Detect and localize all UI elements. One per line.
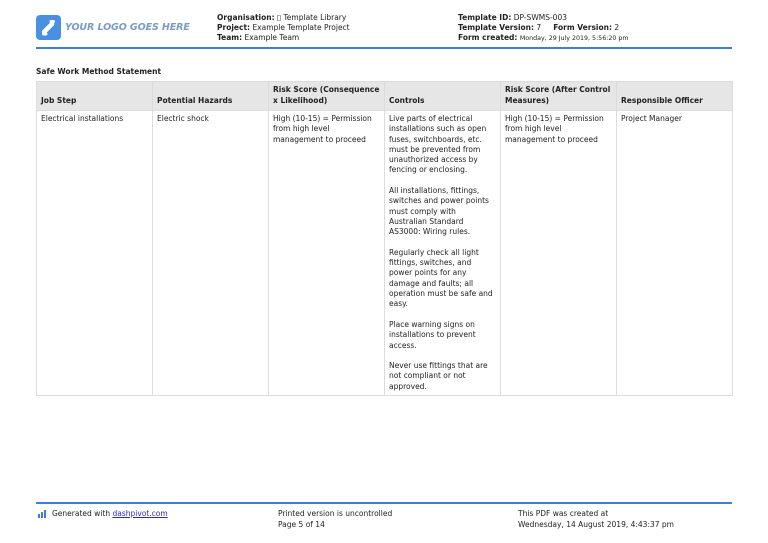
control-item: All installations, fittings, switches and power points must comply with Australian Standard AS3000: Wiring rules. — [389, 186, 489, 237]
swms-table — [36, 81, 733, 396]
column-header-responsible-officer: Responsible Officer — [617, 82, 733, 111]
column-header-controls: Controls — [385, 82, 501, 111]
cell-responsible-officer: Project Manager — [617, 111, 733, 396]
control-item: Never use fittings that are not compliant or not approved. — [389, 361, 488, 391]
project-label: Project: — [217, 23, 251, 32]
template-meta — [458, 13, 628, 44]
cell-risk-score: High (10-15) = Permission from high level management to proceed — [269, 111, 385, 396]
cell-risk-score-after: High (10-15) = Permission from high level management to proceed — [501, 111, 617, 396]
footer-pdf-created — [518, 509, 674, 530]
form-version-label: Form Version: — [553, 23, 612, 32]
team-label: Team: — [217, 33, 243, 42]
team-value: Example Team — [244, 33, 300, 42]
control-item: Regularly check all light fittings, switches, and power points for any damage and faults; all operation must be safe and easy. — [389, 247, 493, 309]
template-version-value: 7 — [536, 23, 542, 32]
section-title: Safe Work Method Statement — [36, 67, 162, 76]
footer-divider — [36, 502, 732, 504]
template-id-label: Template ID: — [458, 13, 512, 22]
project-meta — [217, 13, 350, 43]
generated-prefix: Generated with — [52, 509, 113, 518]
column-header-job-step: Job Step — [37, 82, 153, 111]
logo-icon — [36, 15, 61, 40]
column-header-risk-score-after: Risk Score (After Control Measures) — [501, 82, 617, 111]
table-row — [37, 111, 733, 396]
form-created-label: Form created: — [458, 33, 518, 42]
cell-potential-hazards: Electric shock — [153, 111, 269, 396]
pdf-created-label: This PDF was created at — [518, 509, 609, 518]
organisation-line — [217, 13, 350, 23]
logo-text: YOUR LOGO GOES HERE — [65, 22, 190, 33]
dashpivot-link[interactable]: dashpivot.com — [112, 509, 168, 518]
project-line — [217, 23, 350, 33]
footer-page-info — [278, 509, 392, 530]
control-item: Live parts of electrical installations such as open fuses, switchboards, etc. must be prevented from unauthorized access by fencing or enclosing. — [389, 114, 487, 175]
team-line — [217, 33, 350, 43]
uncontrolled-notice: Printed version is uncontrolled — [278, 509, 393, 518]
template-id-value: DP-SWMS-003 — [513, 13, 567, 22]
pdf-created-timestamp: Wednesday, 14 August 2019, 4:43:37 pm — [518, 519, 674, 529]
form-created-value: Monday, 29 July 2019, 5:56:20 pm — [519, 35, 629, 42]
organisation-value: ▯ Template Library — [276, 13, 347, 22]
form-created-line — [458, 33, 628, 44]
template-version-label: Template Version: — [458, 23, 535, 32]
footer-generated — [38, 509, 168, 520]
form-version-value: 2 — [614, 23, 620, 32]
organisation-label: Organisation: — [217, 13, 275, 22]
control-item: Place warning signs on installations to prevent access. — [389, 319, 476, 350]
cell-job-step: Electrical installations — [37, 111, 153, 396]
version-line — [458, 23, 628, 33]
cell-controls — [385, 111, 501, 396]
table-header-row — [37, 82, 733, 111]
logo — [36, 15, 190, 40]
header-divider — [36, 47, 732, 49]
column-header-potential-hazards: Potential Hazards — [153, 82, 269, 111]
page-number: Page 5 of 14 — [278, 519, 325, 529]
project-value: Example Template Project — [252, 23, 350, 32]
column-header-risk-score: Risk Score (Consequence x Likelihood) — [269, 82, 385, 111]
dashpivot-logo-icon — [38, 510, 47, 518]
generated-text — [52, 509, 168, 520]
page-header — [36, 13, 732, 47]
template-id-line — [458, 13, 628, 23]
